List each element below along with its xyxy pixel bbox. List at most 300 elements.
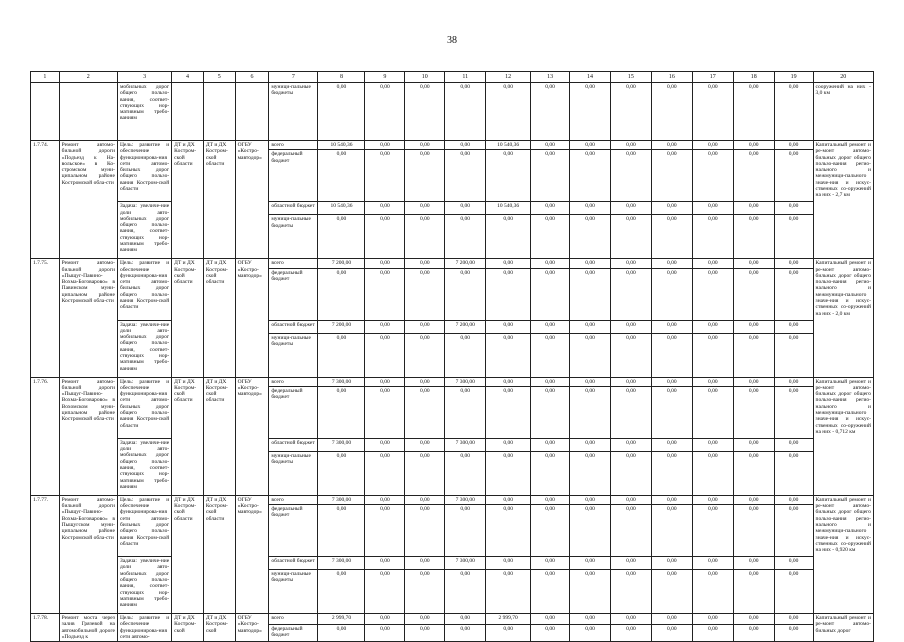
amount-cell: 0,00	[774, 83, 813, 141]
amount-cell: 0,00	[651, 495, 692, 504]
item-id-cell: 1.7.76.	[31, 377, 60, 495]
amount-cell: 0,00	[531, 259, 570, 268]
executor-cell: ОГБУ «Костро-мавтодор»	[235, 495, 269, 613]
amount-cell: 0,00	[486, 83, 531, 141]
amount-cell: 0,00	[733, 83, 774, 141]
amount-cell: 0,00	[651, 505, 692, 557]
column-number: 9	[365, 72, 405, 83]
amount-cell: 0,00	[692, 624, 733, 642]
amount-cell: 0,00	[570, 451, 611, 495]
task-text-cell: Задача: увеличе-ние доли авто-мобильных дорог общего пользо-вания, соответ-ствующих нор-мативным требо-ваниям	[117, 320, 171, 377]
amount-cell: 0,00	[733, 438, 774, 451]
item-row	[31, 557, 874, 570]
amount-cell: 0,00	[405, 259, 445, 268]
column-number: 17	[692, 72, 733, 83]
amount-cell: 0,00	[365, 150, 405, 202]
amount-cell: 0,00	[570, 624, 611, 642]
column-number: 11	[445, 72, 486, 83]
item-row	[31, 141, 874, 150]
amount-cell: 0,00	[486, 320, 531, 333]
amount-cell: 0,00	[445, 451, 486, 495]
amount-cell: 0,00	[610, 333, 651, 377]
funding-source-cell: всего	[269, 377, 318, 386]
amount-cell: 0,00	[610, 570, 651, 614]
amount-cell: 0,00	[445, 83, 486, 141]
amount-cell: 0,00	[610, 320, 651, 333]
amount-cell: 0,00	[318, 386, 365, 438]
amount-cell: 0,00	[365, 83, 405, 141]
executor-cell: ОГБУ «Костро-мавтодор»	[235, 614, 269, 642]
amount-cell: 0,00	[365, 333, 405, 377]
executor-cell: ОГБУ «Костро-мавтодор»	[235, 141, 269, 259]
amount-cell: 0,00	[692, 83, 733, 141]
amount-cell: 0,00	[445, 141, 486, 150]
item-id-cell: 1.7.78.	[31, 614, 60, 642]
funding-source-cell: муници-пальные бюджеты	[269, 333, 318, 377]
amount-cell: 0,00	[733, 259, 774, 268]
amount-cell: 7 200,00	[445, 320, 486, 333]
task-text-cell: Задача: увеличе-ние доли авто-мобильных дорог общего пользо-вания, соответ-ствующих нор-мативным требо-ваниям	[117, 557, 171, 614]
amount-cell: 0,00	[651, 377, 692, 386]
page-number: 38	[447, 35, 457, 46]
amount-cell: 0,00	[774, 320, 813, 333]
amount-cell: 0,00	[570, 215, 611, 259]
amount-cell: 0,00	[486, 386, 531, 438]
amount-cell: 10 540,36	[486, 141, 531, 150]
column-number: 7	[269, 72, 318, 83]
amount-cell: 0,00	[692, 150, 733, 202]
amount-cell: 0,00	[531, 141, 570, 150]
amount-cell: 0,00	[405, 202, 445, 215]
amount-cell: 0,00	[774, 505, 813, 557]
amount-cell: 0,00	[405, 268, 445, 320]
amount-cell: 0,00	[692, 495, 733, 504]
amount-cell: 0,00	[733, 377, 774, 386]
column-number: 20	[813, 72, 873, 83]
amount-cell: 0,00	[318, 505, 365, 557]
item-row	[31, 495, 874, 504]
amount-cell: 0,00	[365, 377, 405, 386]
goal-text-cell: Цель: развитие и обеспечение функционирова-ния сети автомо-бильных дорог общего пользо-вания Костром-ской области	[117, 495, 171, 556]
amount-cell: 0,00	[445, 268, 486, 320]
funding-source-cell: областной бюджет	[269, 438, 318, 451]
amount-cell: 0,00	[570, 614, 611, 625]
column-number: 4	[172, 72, 204, 83]
amount-cell: 0,00	[365, 624, 405, 642]
amount-cell: 0,00	[405, 141, 445, 150]
amount-cell: 0,00	[486, 268, 531, 320]
funding-source-cell: всего	[269, 141, 318, 150]
amount-cell: 0,00	[531, 624, 570, 642]
item-row	[31, 259, 874, 268]
amount-cell: 0,00	[405, 451, 445, 495]
amount-cell: 0,00	[365, 386, 405, 438]
item-row	[31, 438, 874, 451]
amount-cell: 0,00	[692, 215, 733, 259]
amount-cell: 0,00	[318, 83, 365, 141]
amount-cell: 0,00	[610, 505, 651, 557]
amount-cell: 0,00	[733, 386, 774, 438]
amount-cell: 0,00	[531, 333, 570, 377]
amount-cell: 0,00	[774, 614, 813, 625]
amount-cell: 0,00	[774, 377, 813, 386]
amount-cell: 0,00	[570, 505, 611, 557]
amount-cell: 0,00	[774, 451, 813, 495]
funding-source-cell: федеральный бюджет	[269, 505, 318, 557]
amount-cell: 7 200,00	[445, 259, 486, 268]
amount-cell: 7 300,00	[445, 557, 486, 570]
amount-cell: 0,00	[651, 268, 692, 320]
amount-cell: 0,00	[531, 215, 570, 259]
amount-cell: 0,00	[486, 150, 531, 202]
item-row	[31, 202, 874, 215]
amount-cell: 0,00	[651, 259, 692, 268]
amount-cell: 0,00	[651, 202, 692, 215]
amount-cell: 0,00	[733, 614, 774, 625]
amount-cell: 0,00	[486, 570, 531, 614]
amount-cell: 0,00	[405, 150, 445, 202]
amount-cell: 0,00	[610, 268, 651, 320]
amount-cell: 0,00	[774, 268, 813, 320]
amount-cell: 0,00	[570, 333, 611, 377]
item-name-cell	[59, 83, 117, 141]
amount-cell: 0,00	[774, 438, 813, 451]
item-row	[31, 320, 874, 333]
amount-cell: 0,00	[405, 386, 445, 438]
amount-cell: 0,00	[733, 570, 774, 614]
amount-cell: 0,00	[692, 614, 733, 625]
amount-cell: 0,00	[774, 386, 813, 438]
amount-cell: 0,00	[733, 557, 774, 570]
amount-cell: 0,00	[365, 495, 405, 504]
amount-cell: 0,00	[774, 202, 813, 215]
funding-source-cell: областной бюджет	[269, 320, 318, 333]
amount-cell: 0,00	[774, 141, 813, 150]
amount-cell: 0,00	[570, 83, 611, 141]
amount-cell: 0,00	[692, 333, 733, 377]
amount-cell: 0,00	[692, 570, 733, 614]
amount-cell: 0,00	[531, 570, 570, 614]
amount-cell: 0,00	[318, 333, 365, 377]
amount-cell: 0,00	[651, 451, 692, 495]
funding-source-cell: муници-пальные бюджеты	[269, 570, 318, 614]
column-number: 5	[203, 72, 235, 83]
amount-cell: 0,00	[774, 333, 813, 377]
amount-cell: 0,00	[531, 495, 570, 504]
amount-cell: 2 999,70	[486, 614, 531, 625]
amount-cell: 0,00	[733, 150, 774, 202]
amount-cell: 0,00	[445, 150, 486, 202]
funding-source-cell: муници-пальные бюджеты	[269, 83, 318, 141]
amount-cell: 0,00	[733, 451, 774, 495]
amount-cell: 0,00	[365, 268, 405, 320]
amount-cell: 0,00	[445, 624, 486, 642]
amount-cell: 0,00	[774, 570, 813, 614]
amount-cell: 0,00	[405, 215, 445, 259]
column-number: 15	[610, 72, 651, 83]
amount-cell: 0,00	[405, 333, 445, 377]
amount-cell: 0,00	[570, 495, 611, 504]
executor-cell: ОГБУ «Костро-мавтодор»	[235, 259, 269, 377]
amount-cell: 7 200,00	[318, 320, 365, 333]
customer-cell: ДТ и ДХ Костром-ской области	[203, 495, 235, 613]
amount-cell: 0,00	[692, 386, 733, 438]
item-id-cell: 1.7.75.	[31, 259, 60, 377]
amount-cell: 0,00	[733, 202, 774, 215]
amount-cell: 0,00	[365, 202, 405, 215]
amount-cell: 0,00	[531, 150, 570, 202]
amount-cell: 0,00	[692, 268, 733, 320]
amount-cell: 0,00	[531, 83, 570, 141]
amount-cell: 0,00	[531, 614, 570, 625]
amount-cell: 0,00	[570, 386, 611, 438]
column-number: 12	[486, 72, 531, 83]
amount-cell: 0,00	[318, 150, 365, 202]
column-number: 3	[117, 72, 171, 83]
result-cell: Капитальный ремонт и ре-монт автомо-бильных дорог общего пользо-вания регио-нального и межмуници-пального значе-ния и искус-ственных со-оружений на них - 2,0 км	[813, 259, 873, 377]
funding-source-cell: всего	[269, 614, 318, 625]
amount-cell: 0,00	[531, 320, 570, 333]
amount-cell: 0,00	[365, 141, 405, 150]
amount-cell: 0,00	[365, 438, 405, 451]
amount-cell: 0,00	[531, 386, 570, 438]
amount-cell: 0,00	[445, 570, 486, 614]
amount-cell: 0,00	[610, 83, 651, 141]
executor-cell	[235, 83, 269, 141]
amount-cell: 0,00	[570, 150, 611, 202]
funding-source-cell: федеральный бюджет	[269, 386, 318, 438]
item-name-cell: Ремонт автомо-бильной дороги «Подъезд к На-вольское» в Ко-стромском муни-ципальном районе Костромской обла-сти	[59, 141, 117, 259]
customer-cell: ДТ и ДХ Костром-ской области	[203, 259, 235, 377]
amount-cell: 0,00	[531, 438, 570, 451]
amount-cell: 0,00	[318, 570, 365, 614]
amount-cell: 0,00	[405, 83, 445, 141]
column-number: 1	[31, 72, 60, 83]
amount-cell: 0,00	[486, 377, 531, 386]
amount-cell: 0,00	[365, 557, 405, 570]
amount-cell: 0,00	[570, 570, 611, 614]
amount-cell: 0,00	[692, 557, 733, 570]
amount-cell: 0,00	[570, 438, 611, 451]
funding-source-cell: федеральный бюджет	[269, 150, 318, 202]
amount-cell: 0,00	[774, 150, 813, 202]
amount-cell: 0,00	[405, 377, 445, 386]
amount-cell: 0,00	[610, 215, 651, 259]
amount-cell: 10 540,36	[318, 202, 365, 215]
amount-cell: 0,00	[486, 333, 531, 377]
customer-cell: ДТ и ДХ Костром-ской области	[203, 377, 235, 495]
amount-cell: 10 540,36	[318, 141, 365, 150]
budget-table	[30, 71, 874, 642]
amount-cell: 0,00	[318, 451, 365, 495]
amount-cell: 0,00	[692, 202, 733, 215]
amount-cell: 0,00	[405, 320, 445, 333]
amount-cell: 0,00	[733, 141, 774, 150]
amount-cell: 7 200,00	[318, 259, 365, 268]
amount-cell: 0,00	[318, 268, 365, 320]
amount-cell: 0,00	[733, 495, 774, 504]
amount-cell: 7 300,00	[445, 438, 486, 451]
amount-cell: 0,00	[610, 150, 651, 202]
coordinator-cell: ДТ и ДХ Костром-ской области	[172, 259, 204, 377]
amount-cell: 7 300,00	[318, 557, 365, 570]
amount-cell: 0,00	[610, 624, 651, 642]
amount-cell: 0,00	[405, 570, 445, 614]
funding-source-cell: всего	[269, 495, 318, 504]
result-cell: Капитальный ремонт и ре-монт автомо-бильных дорог общего пользо-вания регио-нального и межмуници-пального значе-ния и искус-ственных со-оружений на них - 2,7 км	[813, 141, 873, 259]
amount-cell: 0,00	[651, 614, 692, 625]
amount-cell: 0,00	[365, 259, 405, 268]
amount-cell: 0,00	[651, 386, 692, 438]
amount-cell: 0,00	[692, 320, 733, 333]
item-row	[31, 614, 874, 625]
amount-cell: 0,00	[486, 495, 531, 504]
amount-cell: 0,00	[445, 215, 486, 259]
amount-cell: 0,00	[692, 259, 733, 268]
item-id-cell	[31, 83, 60, 141]
amount-cell: 0,00	[405, 614, 445, 625]
item-id-cell: 1.7.74.	[31, 141, 60, 259]
amount-cell: 7 300,00	[318, 438, 365, 451]
amount-cell: 0,00	[531, 557, 570, 570]
executor-cell: ОГБУ «Костро-мавтодор»	[235, 377, 269, 495]
amount-cell: 0,00	[570, 320, 611, 333]
result-cell: сооружений на них - 3,0 км	[813, 83, 873, 141]
amount-cell: 0,00	[774, 259, 813, 268]
amount-cell: 0,00	[692, 141, 733, 150]
customer-cell: ДТ и ДХ Костром-ской области	[203, 141, 235, 259]
result-cell: Капитальный ремонт и ре-монт автомо-бильных дорог	[813, 614, 873, 642]
amount-cell: 0,00	[570, 557, 611, 570]
amount-cell: 0,00	[733, 268, 774, 320]
goal-text-cell: Цель: развитие и обеспечение функционирова-ния сети автомо-бильных дорог общего пользо-вания Костром-ской области	[117, 377, 171, 438]
coordinator-cell	[172, 83, 204, 141]
amount-cell: 0,00	[405, 438, 445, 451]
amount-cell: 0,00	[610, 451, 651, 495]
amount-cell: 0,00	[531, 451, 570, 495]
amount-cell: 0,00	[774, 624, 813, 642]
funding-source-cell: областной бюджет	[269, 557, 318, 570]
amount-cell: 0,00	[610, 386, 651, 438]
amount-cell: 0,00	[405, 505, 445, 557]
amount-cell: 0,00	[365, 505, 405, 557]
amount-cell: 0,00	[610, 438, 651, 451]
amount-cell: 0,00	[365, 451, 405, 495]
amount-cell: 0,00	[733, 215, 774, 259]
amount-cell: 7 300,00	[445, 495, 486, 504]
amount-cell: 0,00	[570, 202, 611, 215]
amount-cell: 0,00	[318, 624, 365, 642]
amount-cell: 0,00	[692, 505, 733, 557]
amount-cell: 0,00	[445, 386, 486, 438]
coordinator-cell: ДТ и ДХ Костром-ской области	[172, 377, 204, 495]
customer-cell: ДТ и ДХ Костром-ской	[203, 614, 235, 642]
amount-cell: 0,00	[651, 333, 692, 377]
amount-cell: 0,00	[405, 557, 445, 570]
column-number: 10	[405, 72, 445, 83]
amount-cell: 0,00	[486, 215, 531, 259]
item-name-cell: Ремонт автомо-бильной дороги «Пыщуг-Павино-Вохма-Боговарово» в Павинском муни-ципальном районе Костромской обла-сти	[59, 259, 117, 377]
column-number: 13	[531, 72, 570, 83]
amount-cell: 0,00	[531, 377, 570, 386]
column-number: 2	[59, 72, 117, 83]
coordinator-cell: ДТ и ДХ Костром-ской	[172, 614, 204, 642]
column-number: 16	[651, 72, 692, 83]
column-number: 18	[733, 72, 774, 83]
amount-cell: 7 300,00	[445, 377, 486, 386]
item-name-cell: Ремонт автомо-бильной дороги «Пыщуг-Павино-Вохма-Боговарово» в Вохомском муни-ципальном районе Костромской обла-сти	[59, 377, 117, 495]
amount-cell: 0,00	[610, 495, 651, 504]
amount-cell: 0,00	[651, 438, 692, 451]
column-number: 8	[318, 72, 365, 83]
goal-text-cell: мобильных дорог общего пользо-вания, соответ-ствующих нор-мативным требо-ваниям	[117, 83, 171, 141]
amount-cell: 0,00	[405, 495, 445, 504]
column-number: 6	[235, 72, 269, 83]
amount-cell: 0,00	[651, 150, 692, 202]
amount-cell: 0,00	[733, 320, 774, 333]
amount-cell: 2 999,70	[318, 614, 365, 625]
amount-cell: 0,00	[486, 624, 531, 642]
funding-source-cell: всего	[269, 259, 318, 268]
amount-cell: 0,00	[445, 333, 486, 377]
amount-cell: 0,00	[651, 83, 692, 141]
item-name-cell: Ремонт автомо-бильной дороги «Пыщуг-Павино-Вохма-Боговарово» в Пыщугском муни-ципальном районе Костромской обла-сти	[59, 495, 117, 613]
goal-text-cell: Цель: развитие и обеспечение функционирова-ния сети автомо-бильных дорог общего пользо-вания Костром-ской области	[117, 259, 171, 320]
amount-cell: 0,00	[692, 438, 733, 451]
customer-cell	[203, 83, 235, 141]
amount-cell: 0,00	[486, 505, 531, 557]
amount-cell: 0,00	[570, 141, 611, 150]
amount-cell: 0,00	[445, 202, 486, 215]
result-cell: Капитальный ремонт и ре-монт автомо-бильных дорог общего пользо-вания регио-нального и межмуници-пального значе-ния и искус-ственных со-оружений на них - 0,920 км	[813, 495, 873, 613]
amount-cell: 0,00	[365, 570, 405, 614]
amount-cell: 7 300,00	[318, 377, 365, 386]
coordinator-cell: ДТ и ДХ Костром-ской области	[172, 495, 204, 613]
amount-cell: 0,00	[610, 259, 651, 268]
goal-text-cell: Цель: развитие и обеспечение функционирова-ния сети автомо-	[117, 614, 171, 642]
amount-cell: 0,00	[774, 215, 813, 259]
amount-cell: 0,00	[365, 320, 405, 333]
amount-cell: 0,00	[651, 141, 692, 150]
funding-source-cell: федеральный бюджет	[269, 268, 318, 320]
coordinator-cell: ДТ и ДХ Костром-ской области	[172, 141, 204, 259]
goal-text-cell: Цель: развитие и обеспечение функционирова-ния сети автомо-бильных дорог общего пользо-вания Костром-ской области	[117, 141, 171, 202]
amount-cell: 0,00	[651, 320, 692, 333]
amount-cell: 0,00	[610, 141, 651, 150]
amount-cell: 0,00	[486, 451, 531, 495]
amount-cell: 0,00	[733, 505, 774, 557]
amount-cell: 0,00	[733, 333, 774, 377]
amount-cell: 0,00	[570, 377, 611, 386]
amount-cell: 0,00	[486, 557, 531, 570]
amount-cell: 0,00	[570, 259, 611, 268]
item-row	[31, 377, 874, 386]
amount-cell: 0,00	[610, 377, 651, 386]
amount-cell: 0,00	[692, 377, 733, 386]
amount-cell: 10 540,36	[486, 202, 531, 215]
amount-cell: 0,00	[651, 624, 692, 642]
amount-cell: 0,00	[486, 259, 531, 268]
column-number: 14	[570, 72, 611, 83]
amount-cell: 0,00	[405, 624, 445, 642]
carry-over-row	[31, 83, 874, 141]
item-name-cell: Ремонт моста через залив Грязевой на автомобильной дороге «Подъезд к	[59, 614, 117, 642]
item-id-cell: 1.7.77.	[31, 495, 60, 613]
amount-cell: 0,00	[365, 614, 405, 625]
amount-cell: 0,00	[774, 495, 813, 504]
task-text-cell: Задача: увеличе-ние доли авто-мобильных дорог общего пользо-вания, соответ-ствующих нор-мативным требо-ваниям	[117, 202, 171, 259]
amount-cell: 0,00	[486, 438, 531, 451]
